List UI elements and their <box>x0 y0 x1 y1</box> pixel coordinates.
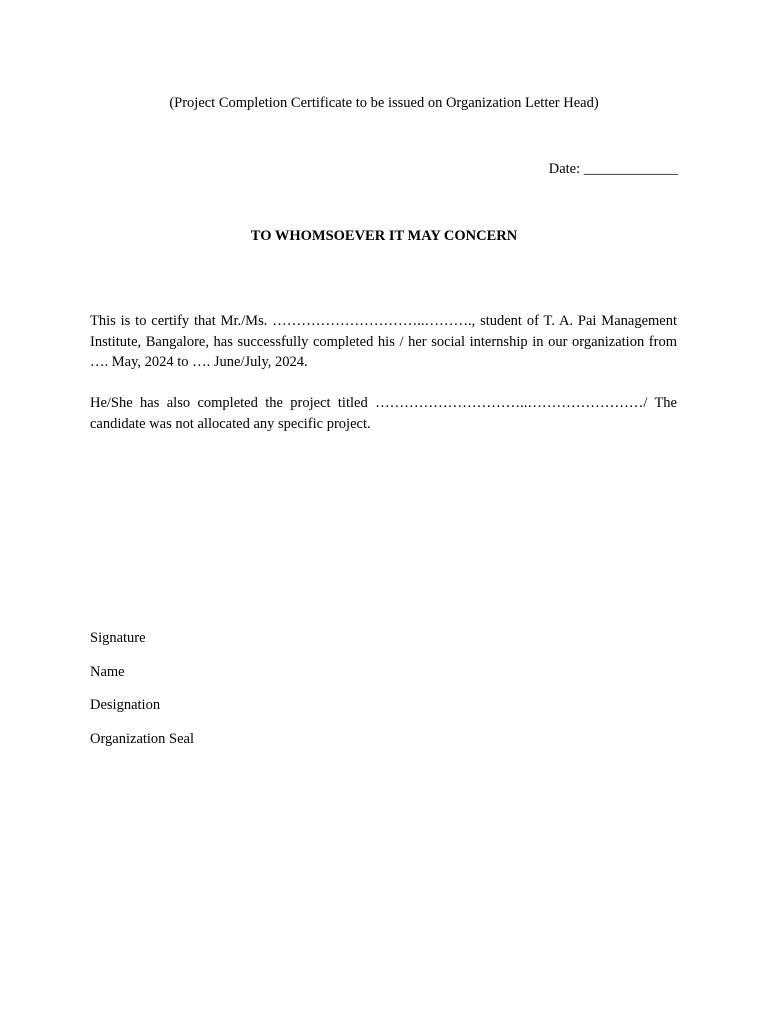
signature-label: Signature <box>90 630 146 646</box>
certificate-heading: TO WHOMSOEVER IT MAY CONCERN <box>250 228 518 244</box>
date-field: Date: _____________ <box>548 161 678 177</box>
designation-label: Designation <box>90 697 161 713</box>
signature-block <box>90 629 194 763</box>
organization-seal-label: Organization Seal <box>90 730 195 747</box>
name-label: Name <box>90 663 125 680</box>
letterhead-instruction-note: (Project Completion Certificate to be issued on Organization Letter Head) <box>169 95 599 111</box>
certification-paragraph: This is to certify that Mr./Ms. …………………………..………., student of T. A. Pai Management Institute, Bangalore, has successfully completed his / her social internship in our organization from …. May, 2024 to …. June/July, 2024. <box>90 313 677 370</box>
project-paragraph: He/She has also completed the project titled …………………………..……………………/ The candidate was not allocated any specific project. <box>90 395 677 432</box>
